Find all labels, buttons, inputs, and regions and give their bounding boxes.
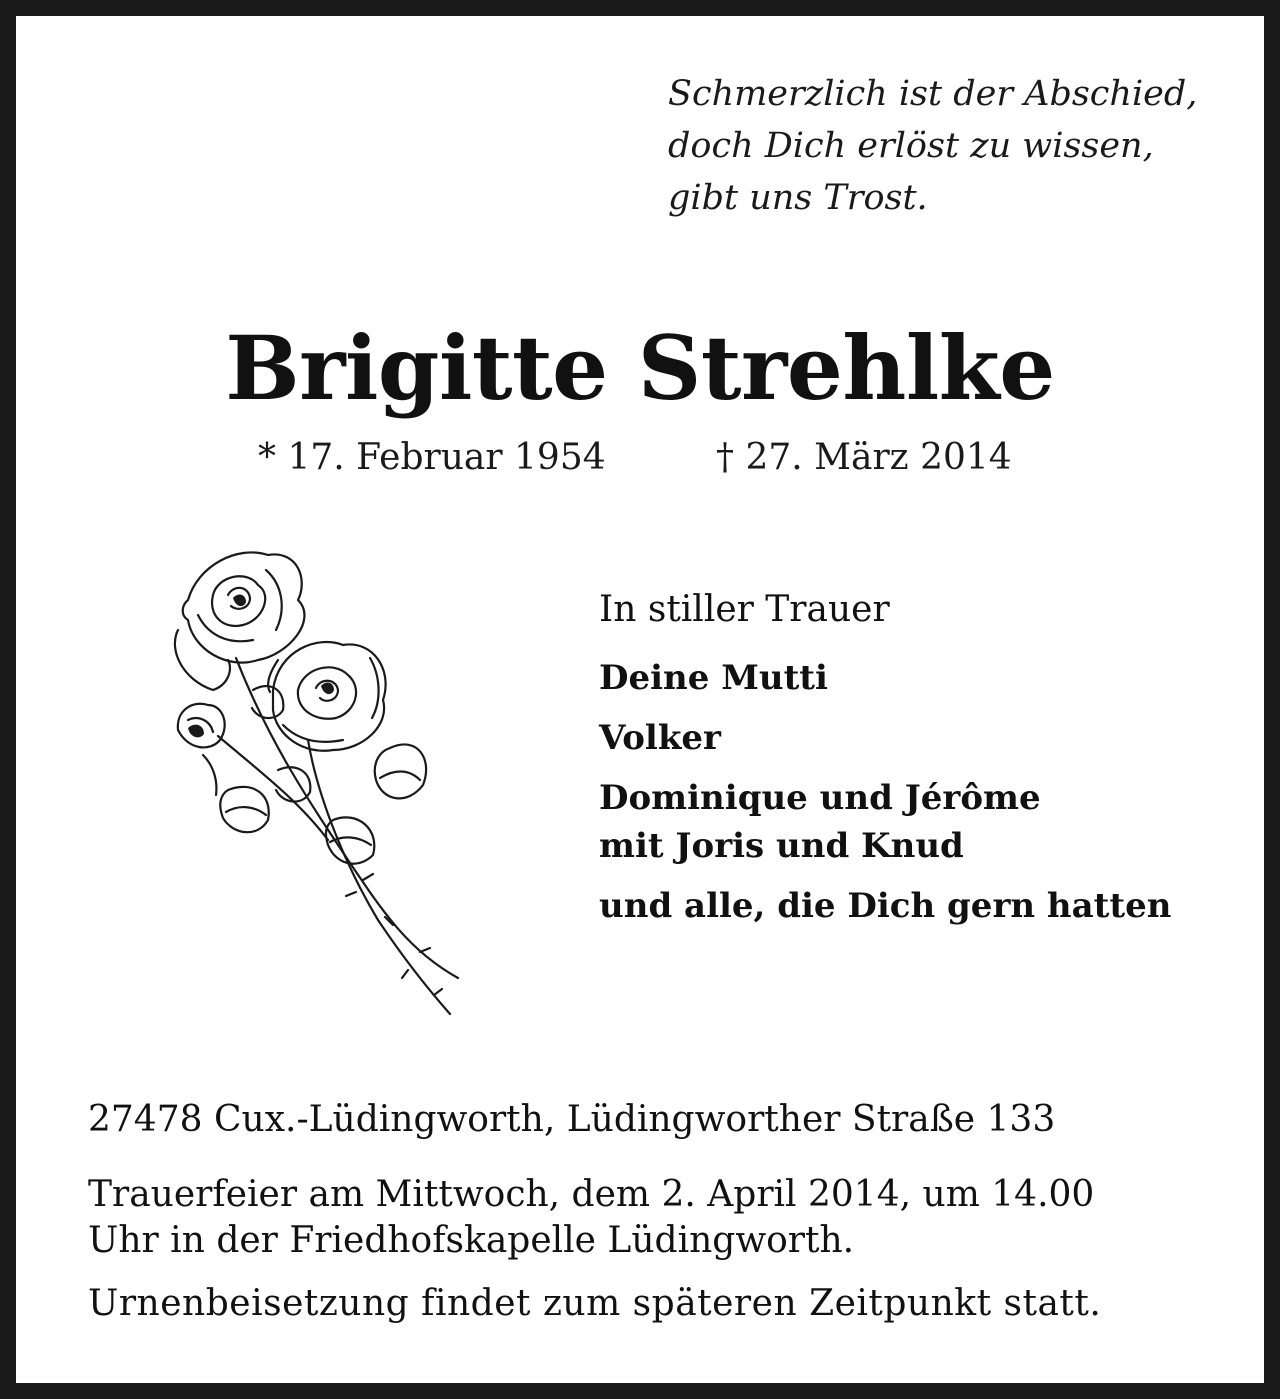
mourners-block bbox=[599, 588, 1239, 942]
motto-line-3: gibt uns Trost. bbox=[668, 178, 928, 218]
motto-quote bbox=[668, 68, 1228, 224]
mourner-entry-line: Dominique und Jérôme bbox=[599, 778, 1041, 818]
mourner-entry-family bbox=[599, 774, 1239, 870]
mourner-entry-line: mit Joris und Knud bbox=[599, 826, 964, 866]
mourner-entry: Deine Mutti bbox=[599, 658, 828, 698]
mourner-entry: Volker bbox=[599, 718, 721, 758]
roses-icon bbox=[158, 540, 478, 1030]
service-line-2: Uhr in der Friedhofskapelle Lüdingworth. bbox=[88, 1220, 855, 1261]
birth-date: * 17. Februar 1954 bbox=[258, 437, 606, 478]
motto-line-1: Schmerzlich ist der Abschied, bbox=[668, 74, 1198, 114]
service-line-1: Trauerfeier am Mittwoch, dem 2. April 2014, um 14.00 bbox=[88, 1174, 1095, 1215]
funeral-service-info bbox=[88, 1172, 1208, 1264]
death-date: † 27. März 2014 bbox=[716, 437, 1012, 478]
mourner-entry: und alle, die Dich gern hatten bbox=[599, 886, 1172, 926]
family-address: 27478 Cux.-Lüdingworth, Lüdingworther Straße 133 bbox=[88, 1099, 1056, 1140]
urn-burial-note: Urnenbeisetzung findet zum späteren Zeitpunkt statt. bbox=[88, 1283, 1102, 1324]
mourning-intro: In stiller Trauer bbox=[599, 589, 890, 630]
motto-line-2: doch Dich erlöst zu wissen, bbox=[668, 126, 1154, 166]
deceased-name: Brigitte Strehlke bbox=[225, 316, 1055, 420]
